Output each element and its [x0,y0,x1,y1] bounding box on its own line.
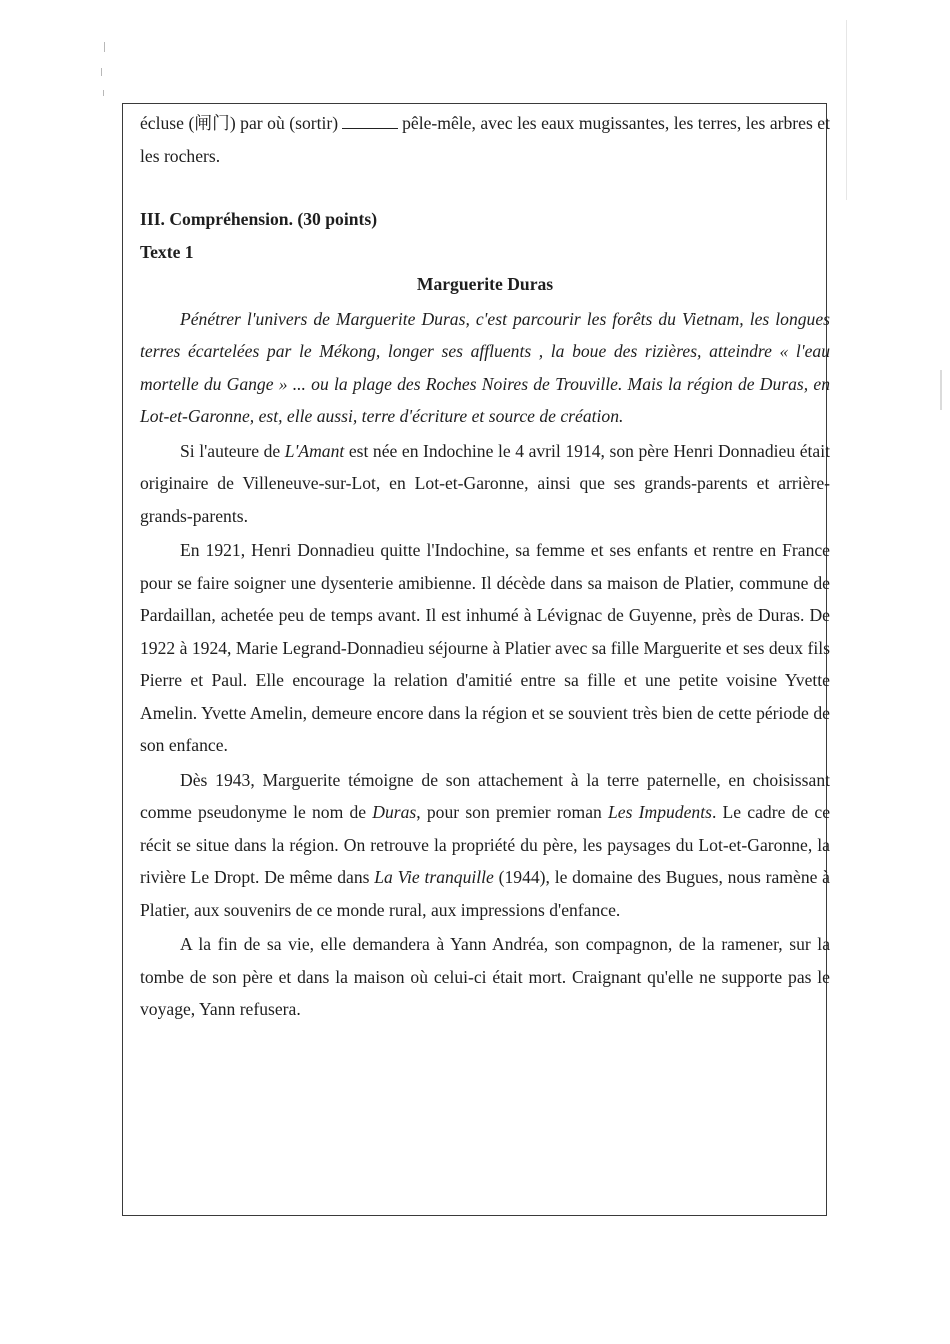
p3-text-a: Dès 1943, Marguerite témoigne de son attachement à la terre paternelle, en choisissant comme pseudonyme le nom de [140,769,830,822]
paragraph-3 [140,764,830,927]
paragraph-1 [140,435,830,533]
scan-mark [940,370,942,410]
pseudonym-duras: Duras [372,802,417,822]
article-title: Marguerite Duras [416,274,554,294]
p1-text-b: est née en Indochine le 4 avril 1914, son père Henri Donnadieu était originaire de Villeneuve-sur-Lot, en Lot-et-Garonne, ainsi que ses grands-parents et arrière-grands-parents. [140,440,830,526]
paragraph-4: A la fin de sa vie, elle demandera à Yann Andréa, son compagnon, de la ramener, sur la tombe de son père et dans la maison où celui-ci était mort. Craignant qu'elle ne supporte pas le voyage, Yann refusera. [140,934,830,1019]
scan-mark [846,20,847,200]
p3-text-d: (1944), le domaine des Bugues, nous ramène à Platier, aux souvenirs de ce monde rural, aux impressions d'enfance. [140,867,830,920]
scan-mark [103,90,104,96]
work-title-la-vie-tranquille: La Vie tranquille [374,867,494,887]
document-body [140,107,830,1026]
intro-paragraph: Pénétrer l'univers de Marguerite Duras, c'est parcourir les forêts du Vietnam, les longues terres écartelées par le Mékong, longer ses affluents , la boue des rizières, atteindre « l'eau mortelle du Gange » ... ou la plage des Roches Noires de Trouville. Mais la région de Duras, en Lot-et-Garonne, est, elle aussi, terre d'écriture et source de création. [140,308,830,426]
fill-blank[interactable] [342,115,398,129]
p1-text-a: Si l'auteure de [180,440,285,461]
continuation-after: pêle-mêle, avec les eaux mugissantes, les terres, les arbres et les rochers. [140,113,830,166]
work-title-lamant: L'Amant [284,440,345,461]
paragraph-2: En 1921, Henri Donnadieu quitte l'Indochine, sa femme et ses enfants et rentre en France pour se faire soigner une dysenterie amibienne. Il décède dans sa maison de Platier, commune de Pardaillan, achetée peu de temps avant. Il est inhumé à Lévignac de Guyenne, près de Duras. De 1922 à 1924, Marie Legrand-Donnadieu séjourne à Platier avec sa fille Marguerite et ses deux fils Pierre et Paul. Elle encourage la relation d'amitié entre sa fille et une petite voisine Yvette Amelin. Yvette Amelin, demeure encore dans la région et se souvient très bien de cette période de son enfance. [140,540,830,755]
text-label: Texte 1 [140,241,194,262]
section-heading: III. Compréhension. (30 points) [140,209,378,229]
scan-mark [104,42,105,52]
work-title-les-impudents: Les Impudents [608,802,712,822]
continuation-before: écluse (闸门) par où (sortir) [140,113,339,133]
p3-text-b: , pour son premier roman [416,802,609,822]
p3-text-c: . Le cadre de ce récit se situe dans la région. On retrouve la propriété du père, les paysages du Lot-et-Garonne, la rivière Le Dropt. De même dans [140,802,830,887]
continuation-text [140,107,830,172]
scan-mark [101,68,102,76]
